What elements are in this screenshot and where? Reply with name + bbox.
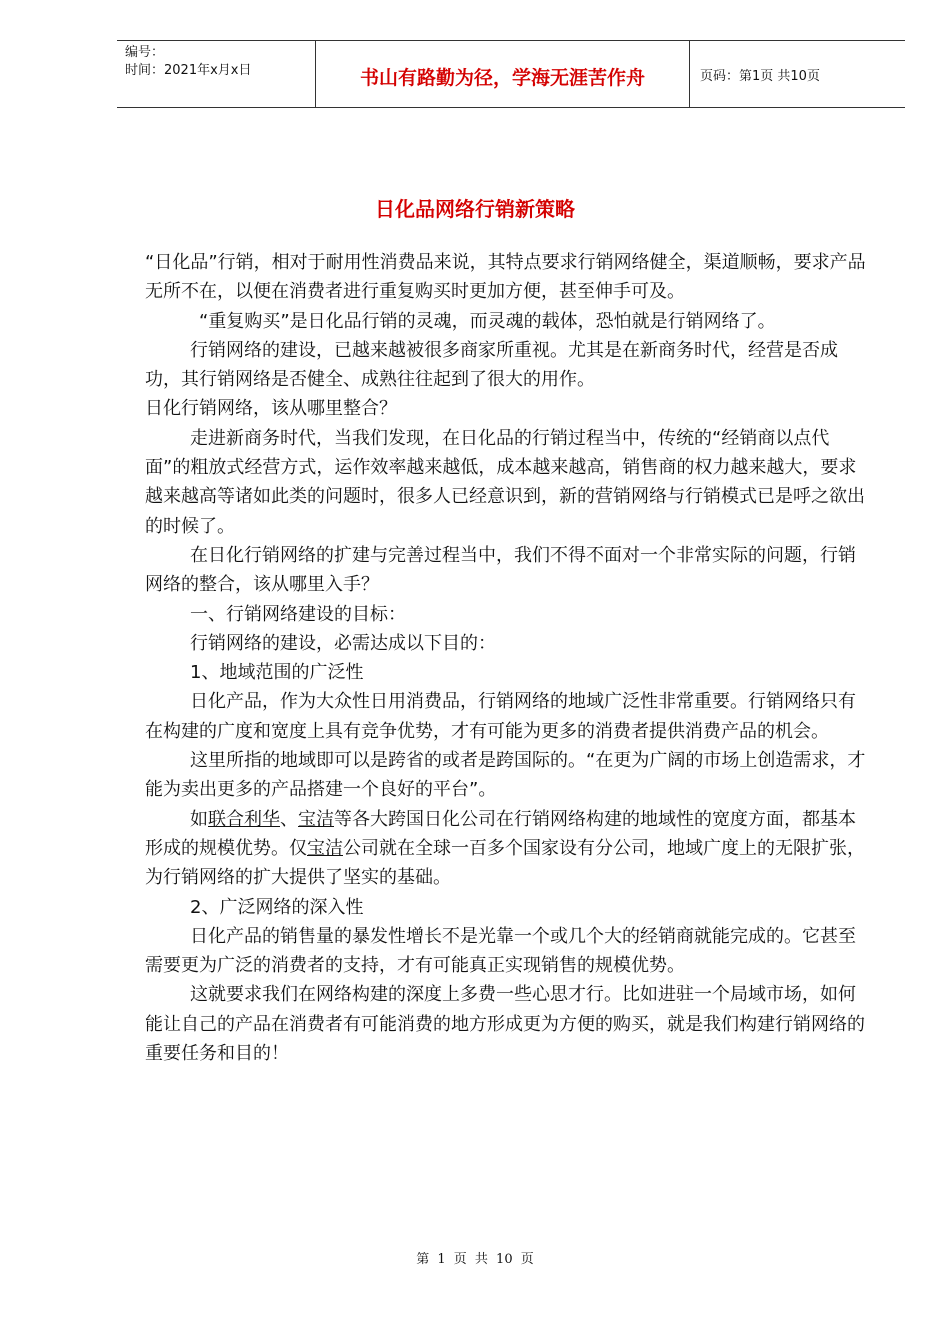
header-meta-cell bbox=[117, 41, 316, 107]
paragraph: 在日化行销网络的扩建与完善过程当中，我们不得不面对一个非常实际的问题，行销网络的整合，该从哪里入手？ bbox=[145, 544, 856, 596]
document-time: 时间：2021年x月x日 bbox=[125, 63, 252, 78]
paragraph bbox=[145, 805, 867, 893]
header-page-cell bbox=[690, 41, 905, 107]
paragraph: 行销网络的建设，必需达成以下目的： bbox=[190, 632, 496, 654]
motto: 书山有路勤为径，学海无涯苦作舟 bbox=[359, 67, 645, 89]
header-motto-cell bbox=[316, 41, 690, 107]
paragraph: 这就要求我们在网络构建的深度上多费一些心思才行。比如进驻一个局域市场，如何能让自己的产品在消费者有可能消费的地方形成更为方便的购买，就是我们构建行销网络的重要任务和目的！ bbox=[145, 984, 865, 1065]
header-table bbox=[117, 40, 905, 108]
paragraph: 行销网络的建设，已越来越被很多商家所重视。尤其是在新商务时代，经营是否成功，其行销网络是否健全、成熟往往起到了很大的用作。 bbox=[145, 339, 838, 391]
subsection-heading: 2、广泛网络的深入性 bbox=[190, 896, 364, 918]
document-title: 日化品网络行销新策略 bbox=[375, 197, 575, 221]
paragraph: 日化产品的销售量的暴发性增长不是光靠一个或几个大的经销商就能完成的。它甚至需要更为广泛的消费者的支持，才有可能真正实现销售的规模优势。 bbox=[145, 925, 856, 977]
paragraph: 走进新商务时代，当我们发现，在日化品的行销过程当中，传统的“经销商以点代面”的粗放式经营方式，运作效率越来越低，成本越来越高，销售商的权力越来越大，要求越来越高等诸如此类的问题时，很多人已经意识到，新的营销网络与行销模式已是呼之欲出的时候了。 bbox=[145, 427, 865, 537]
paragraph: 日化产品，作为大众性日用消费品，行销网络的地域广泛性非常重要。行销网络只有在构建的广度和宽度上具有竞争优势，才有可能为更多的消费者提供消费产品的机会。 bbox=[145, 691, 856, 742]
page-footer: 第 1 页 共 10 页 bbox=[416, 1252, 534, 1267]
link-pg[interactable]: 宝洁 bbox=[298, 808, 334, 830]
paragraph: 日化行销网络，该从哪里整合？ bbox=[145, 398, 397, 420]
paragraph: 这里所指的地域即可以是跨省的或者是跨国际的。“在更为广阔的市场上创造需求，才能为卖出更多的产品搭建一个良好的平台”。 bbox=[145, 750, 866, 801]
section-heading: 一、行销网络建设的目标： bbox=[190, 603, 406, 625]
page-info: 页码：第1页 共10页 bbox=[700, 69, 820, 84]
text-run: 如 bbox=[190, 808, 208, 830]
subsection-heading: 1、地域范围的广泛性 bbox=[190, 662, 364, 684]
link-unilever[interactable]: 联合利华 bbox=[208, 808, 280, 830]
link-pg[interactable]: 宝洁 bbox=[307, 837, 343, 859]
text-run: 、 bbox=[280, 808, 298, 830]
document-body bbox=[145, 248, 867, 1068]
text-run: 公司就在全球一百多个国家设有分公司，地域广度上的无限扩张，为行销网络的扩大提供了坚实的基础。 bbox=[145, 837, 865, 889]
paragraph: “日化品”行销，相对于耐用性消费品来说，其特点要求行销网络健全，渠道顺畅，要求产品无所不在，以便在消费者进行重复购买时更加方便，甚至伸手可及。 bbox=[145, 252, 866, 303]
document-number: 编号： bbox=[125, 45, 165, 60]
paragraph: “重复购买”是日化品行销的灵魂，而灵魂的载体，恐怕就是行销网络了。 bbox=[199, 310, 776, 332]
text-run: 等各大跨国日化公司在行销网络构建的地域性的宽度方面，都基本形成的规模优势。仅 bbox=[145, 808, 856, 859]
